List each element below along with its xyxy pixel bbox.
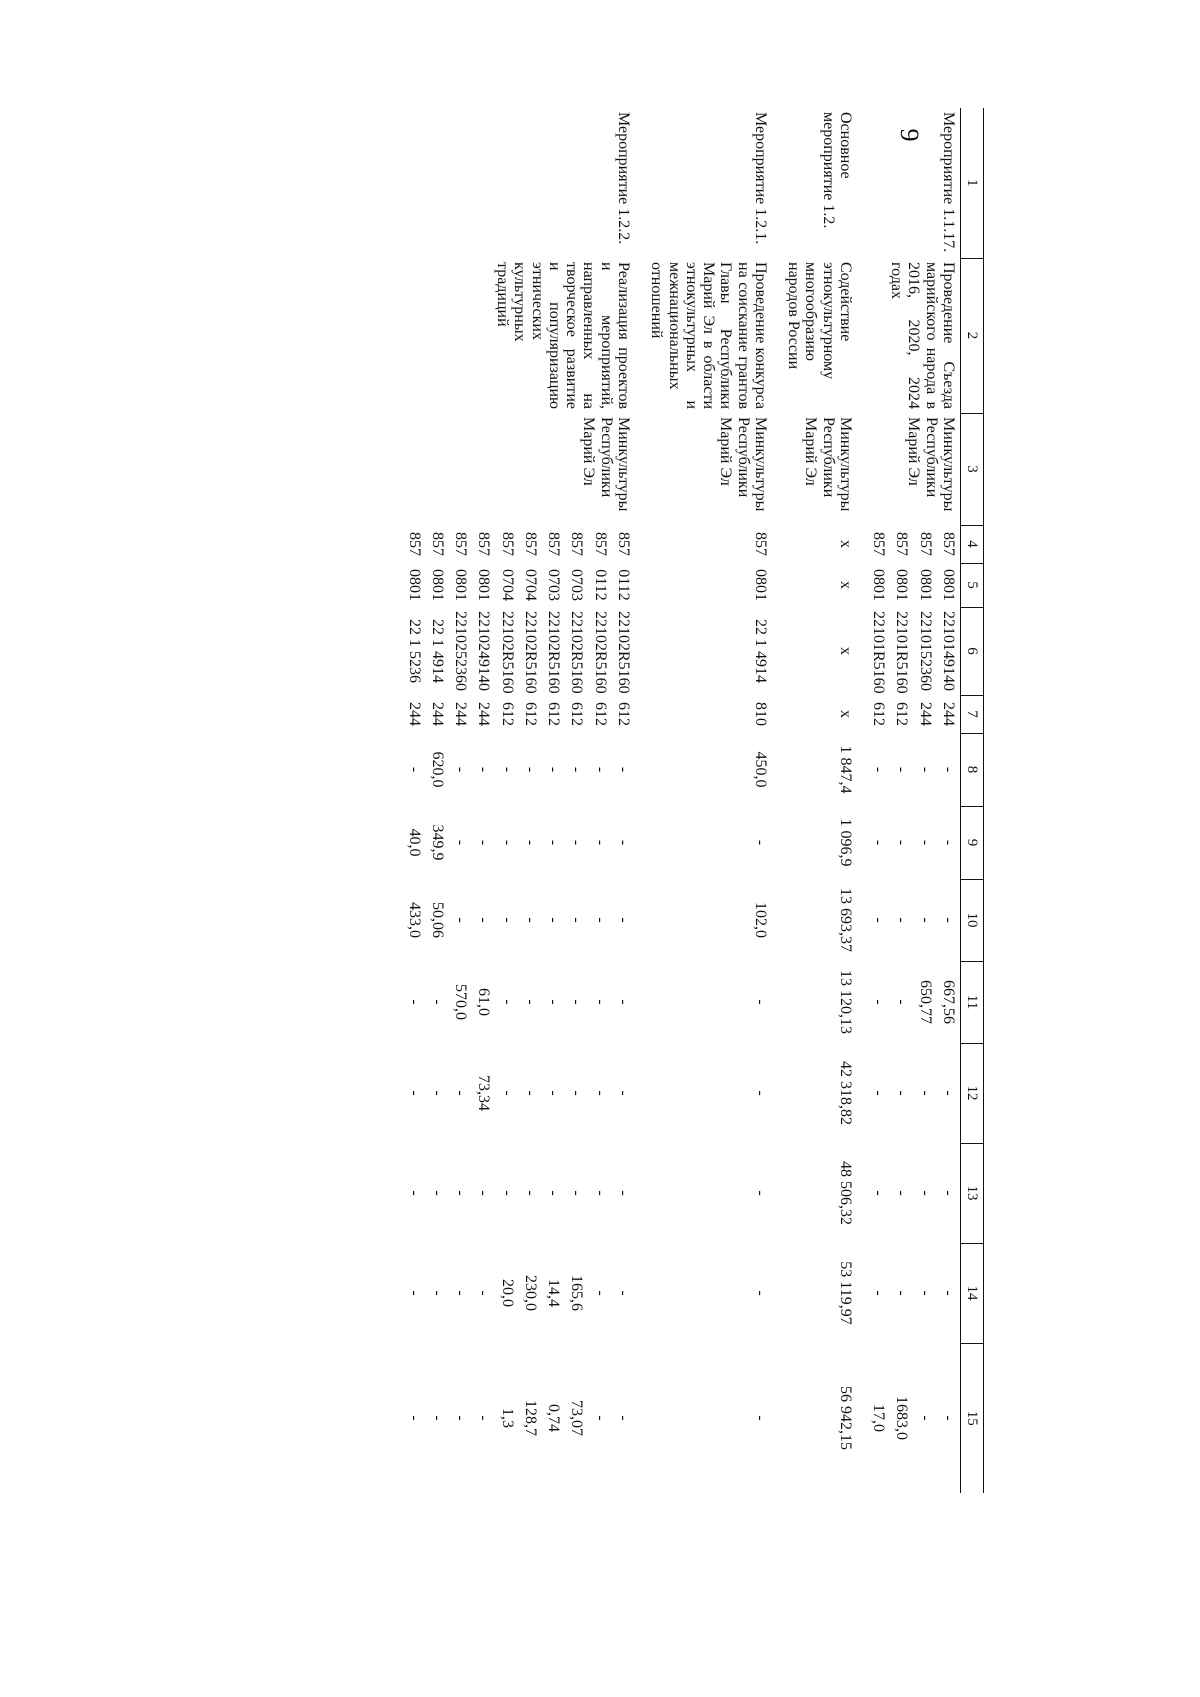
table-cell: -	[521, 999, 539, 1005]
page-number: 9	[895, 128, 924, 142]
table-cell: -	[452, 1190, 470, 1196]
table-cell: -	[428, 1090, 446, 1096]
table-cell: 2210152360	[916, 611, 934, 691]
table-cell: -	[475, 1290, 493, 1296]
table-cell: 650,77	[916, 980, 934, 1024]
table-cell: -	[916, 917, 934, 923]
table-cell: -	[916, 1190, 934, 1196]
column-header: 10	[961, 879, 984, 961]
table-cell: 20,0	[498, 1279, 516, 1307]
table-cell: -	[751, 1090, 769, 1096]
table-cell: -	[916, 1415, 934, 1421]
table-cell: 612	[568, 702, 586, 726]
table-cell: -	[591, 1090, 609, 1096]
table-cell: -	[475, 766, 493, 773]
table-cell: 22 1 4914	[751, 619, 769, 683]
rotated-table-container	[212, 108, 984, 1493]
table-cell: -	[916, 1290, 934, 1296]
table-cell: 42 318,82	[836, 1061, 854, 1125]
table-cell: -	[452, 839, 470, 846]
table-cell: -	[498, 999, 516, 1005]
column-header: 1	[961, 108, 984, 258]
table-cell: 612	[545, 702, 563, 726]
table-cell: -	[475, 1415, 493, 1421]
table-cell: -	[870, 1190, 888, 1196]
table-cell: 0801	[405, 569, 423, 601]
table-cell: -	[521, 1190, 539, 1196]
table-cell: -	[428, 999, 446, 1005]
table-cell: -	[545, 766, 563, 773]
table-cell: -	[916, 839, 934, 846]
table-cell: 2210149140	[940, 611, 957, 691]
table-cell: -	[405, 1090, 423, 1096]
event-cell: Мероприятие 1.1.17.	[940, 112, 957, 253]
column-header: 3	[961, 413, 984, 525]
table-cell: 857	[452, 532, 470, 556]
table-row	[937, 108, 961, 1493]
table-cell: 22 1 4914	[428, 619, 446, 683]
column-header: 4	[961, 525, 984, 563]
table-cell: х	[836, 710, 854, 718]
responsible-cell: Минкультуры Республики Марий Эл	[717, 417, 769, 512]
table-cell: -	[498, 766, 516, 773]
table-cell: 857	[568, 532, 586, 556]
table-body	[392, 108, 960, 1493]
table-cell: -	[893, 999, 911, 1005]
column-header: 6	[961, 607, 984, 695]
table-cell: -	[940, 839, 957, 846]
table-cell: 128,7	[521, 1400, 539, 1436]
table-cell: 857	[498, 532, 516, 556]
column-header: 7	[961, 695, 984, 733]
table-cell: 857	[751, 532, 769, 556]
table-cell: х	[836, 581, 854, 589]
table-cell: 22102R5160	[498, 611, 516, 694]
table-cell: -	[940, 1190, 957, 1196]
table-cell: 570,0	[452, 984, 470, 1020]
table-cell: 102,0	[751, 902, 769, 938]
table-cell: 857	[615, 532, 633, 556]
table-cell: 349,9	[428, 824, 446, 861]
table-cell: 22102R5160	[591, 611, 609, 694]
table-cell: 13 120,13	[836, 970, 854, 1034]
table-cell: -	[893, 1190, 911, 1196]
table-cell: -	[615, 999, 633, 1005]
table-cell: -	[568, 766, 586, 773]
table-cell: 433,0	[405, 902, 423, 938]
table-cell: 857	[428, 532, 446, 556]
table-cell: 2210252360	[452, 611, 470, 691]
table-cell: -	[521, 766, 539, 773]
table-cell: 22101R5160	[893, 611, 911, 694]
responsible-cell: Минкультуры Республики Марий Эл	[905, 417, 957, 512]
table-cell: 22102R5160	[545, 611, 563, 694]
table-cell: 14,4	[545, 1279, 563, 1307]
table-cell: -	[751, 839, 769, 846]
table-cell: 1683,0	[893, 1396, 911, 1440]
table-cell: -	[615, 766, 633, 773]
table-cell: 56 942,15	[836, 1386, 854, 1450]
table-cell: 13 693,37	[836, 888, 854, 952]
table-row	[782, 108, 857, 1493]
table-cell: 50,06	[428, 902, 446, 938]
table-cell: -	[568, 1090, 586, 1096]
table-cell: -	[615, 1190, 633, 1196]
column-header: 8	[961, 733, 984, 806]
table-cell: -	[498, 839, 516, 846]
table-cell: 857	[521, 532, 539, 556]
table-cell: 0704	[521, 569, 539, 601]
table-cell: -	[452, 766, 470, 773]
table-cell: -	[452, 1415, 470, 1421]
table-cell: -	[475, 1190, 493, 1196]
table-cell: -	[498, 1190, 516, 1196]
table-cell: -	[940, 1090, 957, 1096]
table-cell: -	[751, 999, 769, 1005]
table-cell: -	[405, 766, 423, 773]
table-cell: -	[615, 917, 633, 923]
table-cell: -	[940, 766, 957, 773]
table-cell: 0703	[568, 569, 586, 601]
table-cell: -	[751, 1190, 769, 1196]
table-cell: 612	[498, 702, 516, 726]
group-spacer	[392, 108, 402, 1493]
table-cell: 165,6	[568, 1275, 586, 1311]
table-cell: 857	[475, 532, 493, 556]
group-spacer	[635, 108, 645, 1493]
table-cell: -	[568, 1190, 586, 1196]
table-cell: -	[452, 1290, 470, 1296]
table-cell: 857	[545, 532, 563, 556]
table-cell: -	[545, 917, 563, 923]
table-cell: 61,0	[475, 988, 493, 1016]
column-header: 15	[961, 1343, 984, 1493]
table-cell: 857	[893, 532, 911, 556]
table-cell: 857	[870, 532, 888, 556]
column-header: 14	[961, 1243, 984, 1343]
table-cell: -	[893, 766, 911, 773]
table-cell: -	[591, 766, 609, 773]
table-cell: -	[428, 1415, 446, 1421]
table-cell: -	[615, 1415, 633, 1421]
table-cell: -	[428, 1290, 446, 1296]
table-cell: х	[836, 540, 854, 548]
table-cell: -	[751, 1290, 769, 1296]
spacer-cell	[635, 108, 645, 1493]
table-cell: 0801	[751, 569, 769, 601]
table-cell: 244	[428, 702, 446, 726]
table-cell: -	[870, 766, 888, 773]
table-cell: -	[428, 1190, 446, 1196]
event-cell: Мероприятие 1.2.2.	[615, 112, 633, 245]
expenditure-table	[392, 108, 984, 1493]
table-cell: 48 506,32	[836, 1161, 854, 1225]
event-cell: Мероприятие 1.2.1.	[751, 112, 769, 245]
table-cell: -	[521, 917, 539, 923]
table-cell: 0703	[545, 569, 563, 601]
table-cell: 230,0	[521, 1275, 539, 1311]
table-cell: -	[751, 1415, 769, 1421]
table-cell: -	[591, 1190, 609, 1196]
table-cell: 612	[870, 702, 888, 726]
table-cell: -	[940, 1290, 957, 1296]
table-cell: х	[836, 647, 854, 655]
table-cell: 857	[940, 532, 957, 556]
table-cell: -	[405, 1290, 423, 1296]
table-cell: 22102R5160	[568, 611, 586, 694]
spacer-cell	[772, 108, 782, 1493]
table-cell: -	[615, 839, 633, 846]
table-cell: 612	[521, 702, 539, 726]
table-cell: -	[916, 766, 934, 773]
table-cell: 2210249140	[475, 611, 493, 691]
table-cell: 22102R5160	[521, 611, 539, 694]
table-cell: -	[452, 917, 470, 923]
table-cell: -	[940, 917, 957, 923]
responsible-cell: Минкультуры Республики Марий Эл	[580, 417, 633, 512]
table-cell: 244	[475, 702, 493, 726]
table-cell: 244	[916, 702, 934, 726]
spacer-cell	[392, 108, 402, 1493]
table-cell: -	[475, 839, 493, 846]
event-name-cell: Реализация проектов и мероприятий, направленных на творческое развитие и популяризацию этнических культурных традиций	[494, 262, 633, 409]
table-cell: 244	[405, 702, 423, 726]
table-cell: 244	[940, 702, 957, 726]
column-header: 2	[961, 258, 984, 413]
table-cell: 450,0	[751, 751, 769, 788]
table-cell: -	[545, 1190, 563, 1196]
table-cell: 17,0	[870, 1404, 888, 1432]
event-name-cell: Содействие этнокультурному многообразию народов России	[785, 262, 854, 380]
table-cell: 0704	[498, 569, 516, 601]
column-header: 5	[961, 563, 984, 607]
table-cell: -	[568, 999, 586, 1005]
table-cell: 0801	[916, 569, 934, 601]
table-cell: -	[916, 1090, 934, 1096]
table-cell: -	[452, 1090, 470, 1096]
table-cell: 0112	[615, 569, 633, 601]
table-cell: 857	[405, 532, 423, 556]
table-cell: 22101R5160	[870, 611, 888, 694]
table-cell: 73,34	[475, 1075, 493, 1111]
table-cell: -	[615, 1290, 633, 1296]
column-header: 12	[961, 1043, 984, 1143]
spacer-cell	[857, 108, 867, 1493]
table-cell: 40,0	[405, 828, 423, 857]
table-cell: -	[940, 1415, 957, 1421]
table-cell: 22 1 5236	[405, 619, 423, 683]
table-cell: 1 847,4	[836, 745, 854, 794]
table-cell: -	[545, 839, 563, 846]
event-cell: Основное мероприятие 1.2.	[819, 112, 854, 229]
table-cell: -	[568, 839, 586, 846]
table-cell: -	[521, 839, 539, 846]
table-cell: 810	[751, 702, 769, 726]
table-cell: -	[893, 917, 911, 923]
table-cell: 1,3	[498, 1408, 516, 1428]
table-cell: -	[591, 999, 609, 1005]
table-cell: -	[870, 839, 888, 846]
table-cell: 667,56	[940, 980, 957, 1024]
table-cell: -	[405, 999, 423, 1005]
table-cell: 73,07	[568, 1400, 586, 1436]
table-cell: 0801	[940, 569, 957, 601]
column-header: 13	[961, 1143, 984, 1243]
table-cell: 857	[916, 532, 934, 556]
table-cell: -	[870, 1090, 888, 1096]
table-cell: -	[893, 1090, 911, 1096]
event-name-cell: Проведение Съезда марийского народа в 2016, 2020, 2024 годах	[888, 262, 957, 409]
table-cell: -	[545, 1090, 563, 1096]
table-cell: 1 096,9	[836, 818, 854, 867]
table-cell: -	[870, 917, 888, 923]
group-spacer	[772, 108, 782, 1493]
table-cell: -	[405, 1415, 423, 1421]
header-row	[961, 108, 984, 1493]
table-cell: -	[615, 1090, 633, 1096]
table-cell: -	[475, 917, 493, 923]
table-cell: 612	[615, 702, 633, 726]
table-cell: 0,74	[545, 1404, 563, 1432]
table-cell: 0801	[475, 569, 493, 601]
table-row	[645, 108, 772, 1493]
table-cell: 0112	[591, 569, 609, 601]
table-cell: -	[870, 1290, 888, 1296]
table-cell: -	[591, 1290, 609, 1296]
table-cell: -	[521, 1090, 539, 1096]
table-cell: 22102R5160	[615, 611, 633, 694]
group-spacer	[857, 108, 867, 1493]
table-cell: 0801	[452, 569, 470, 601]
table-cell: -	[870, 999, 888, 1005]
table-row	[612, 108, 635, 1493]
table-cell: -	[405, 1190, 423, 1196]
table-cell: -	[498, 1090, 516, 1096]
table-cell: 244	[452, 702, 470, 726]
table-cell: -	[893, 839, 911, 846]
column-header: 9	[961, 806, 984, 879]
responsible-cell: Минкультуры Республики Марий Эл	[802, 417, 854, 512]
table-cell: 53 119,97	[836, 1261, 854, 1325]
table-cell: 857	[591, 532, 609, 556]
table-cell: -	[545, 999, 563, 1005]
table-cell: 612	[591, 702, 609, 726]
event-name-cell: Проведение конкурса на соискание грантов Главы Республики Марий Эл в области этнокультурных и межнациональных отношений	[648, 262, 769, 409]
table-cell: 612	[893, 702, 911, 726]
table-cell: 0801	[893, 569, 911, 601]
table-cell: 0801	[428, 569, 446, 601]
table-cell: 620,0	[428, 751, 446, 788]
table-cell: -	[591, 1415, 609, 1421]
table-cell: -	[591, 839, 609, 846]
column-header: 11	[961, 961, 984, 1043]
table-cell: -	[498, 917, 516, 923]
table-cell: -	[568, 917, 586, 923]
table-cell: -	[591, 917, 609, 923]
table-cell: 0801	[870, 569, 888, 601]
table-cell: -	[893, 1290, 911, 1296]
